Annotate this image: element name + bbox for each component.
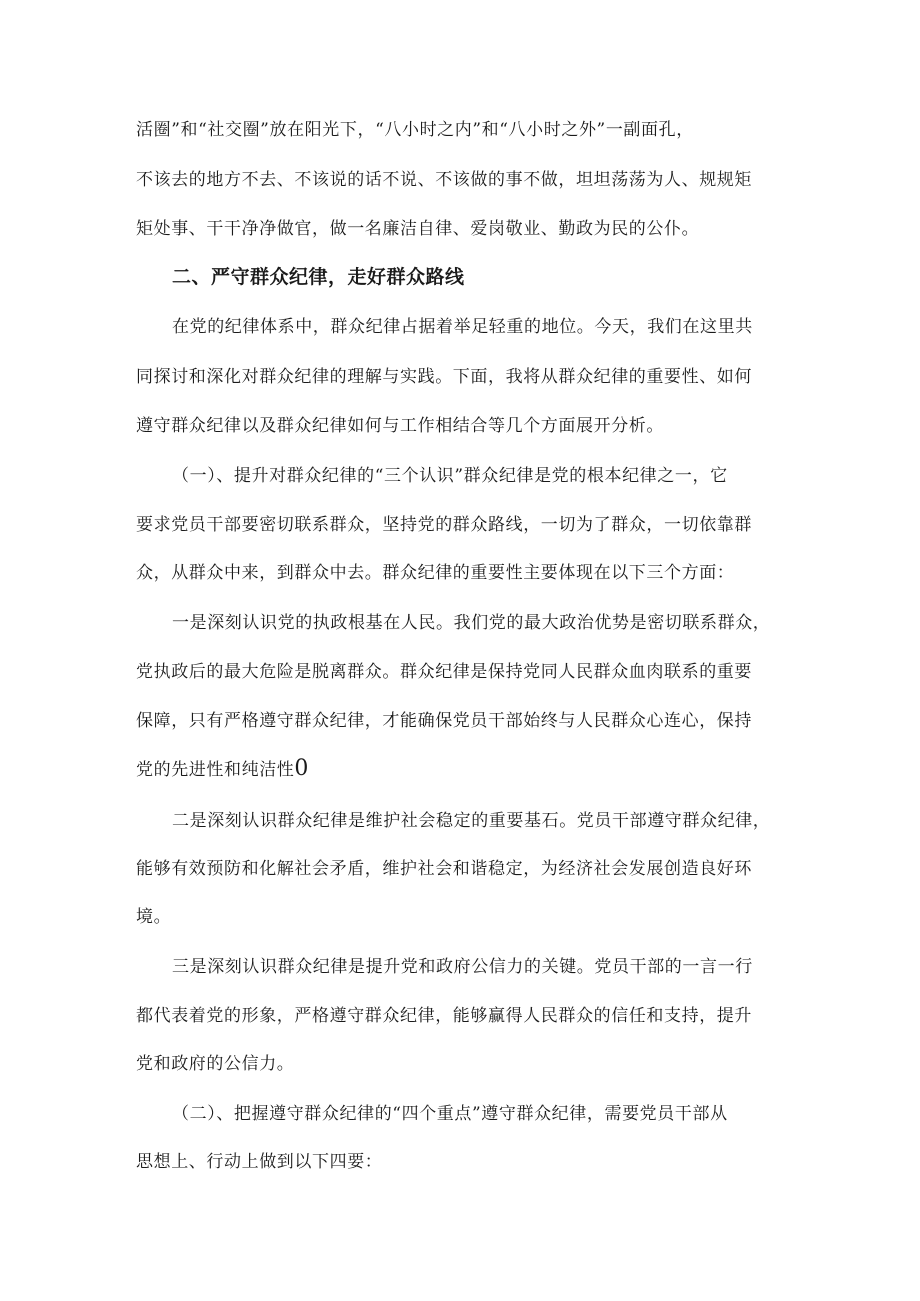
text-line: 遵守群众纪律以及群众纪律如何与工作相结合等几个方面展开分析。 [136,416,664,436]
text-line: 保障，只有严格遵守群众纪律，才能确保党员干部始终与人民群众心连心，保持 [136,711,752,731]
text-line: 众，从群众中来，到群众中去。群众纪律的重要性主要体现在以下三个方面： [136,563,735,583]
text-line: 不该去的地方不去、不该说的话不说、不该做的事不做，坦坦荡荡为人、规规矩 [136,170,752,190]
text-line: （一）、提升对群众纪律的“三个认识”群众纪律是党的根本纪律之一，它 [172,466,728,486]
text-line: 矩处事、干干净净做官，做一名廉洁自律、爱岗敬业、勤政为民的公仆。 [136,219,700,239]
text-line: 要求党员干部要密切联系群众，坚持党的群众路线，一切为了群众，一切依靠群 [136,515,752,535]
text-segment: 党的先进性和纯洁性 [136,760,295,780]
text-segment: 0 [294,756,309,781]
text-line: 二是深刻认识群众纪律是维护社会稳定的重要基石。党员干部遵守群众纪律， [172,811,771,831]
text-line: 境。 [136,907,172,927]
text-line [136,756,309,781]
text-line: 思想上、行动上做到以下四要： [136,1152,383,1172]
text-line: 同探讨和深化对群众纪律的理解与实践。下面，我将从群众纪律的重要性、如何 [136,367,752,387]
text-line: 党和政府的公信力。 [136,1054,295,1074]
text-line: （二）、把握遵守群众纪律的“四个重点”遵守群众纪律，需要党员干部从 [172,1104,728,1124]
text-line: 能够有效预防和化解社会矛盾，维护社会和谐稳定，为经济社会发展创造良好环 [136,859,752,879]
text-line: 一是深刻认识党的执政根基在人民。我们党的最大政治优势是密切联系群众， [172,613,771,633]
text-line: 党执政后的最大危险是脱离群众。群众纪律是保持党同人民群众血肉联系的重要 [136,662,752,682]
text-line: 都代表着党的形象，严格遵守群众纪律，能够赢得人民群众的信任和支持，提升 [136,1006,752,1026]
text-line: 三是深刻认识群众纪律是提升党和政府公信力的关键。党员干部的一言一行 [172,957,753,977]
text-line: 在党的纪律体系中，群众纪律占据着举足轻重的地位。今天，我们在这里共 [172,317,753,337]
text-line: 活圈”和“社交圈”放在阳光下，“八小时之内”和“八小时之外”一副面孔， [136,120,694,140]
section-heading: 二、严守群众纪律，走好群众路线 [172,266,465,288]
